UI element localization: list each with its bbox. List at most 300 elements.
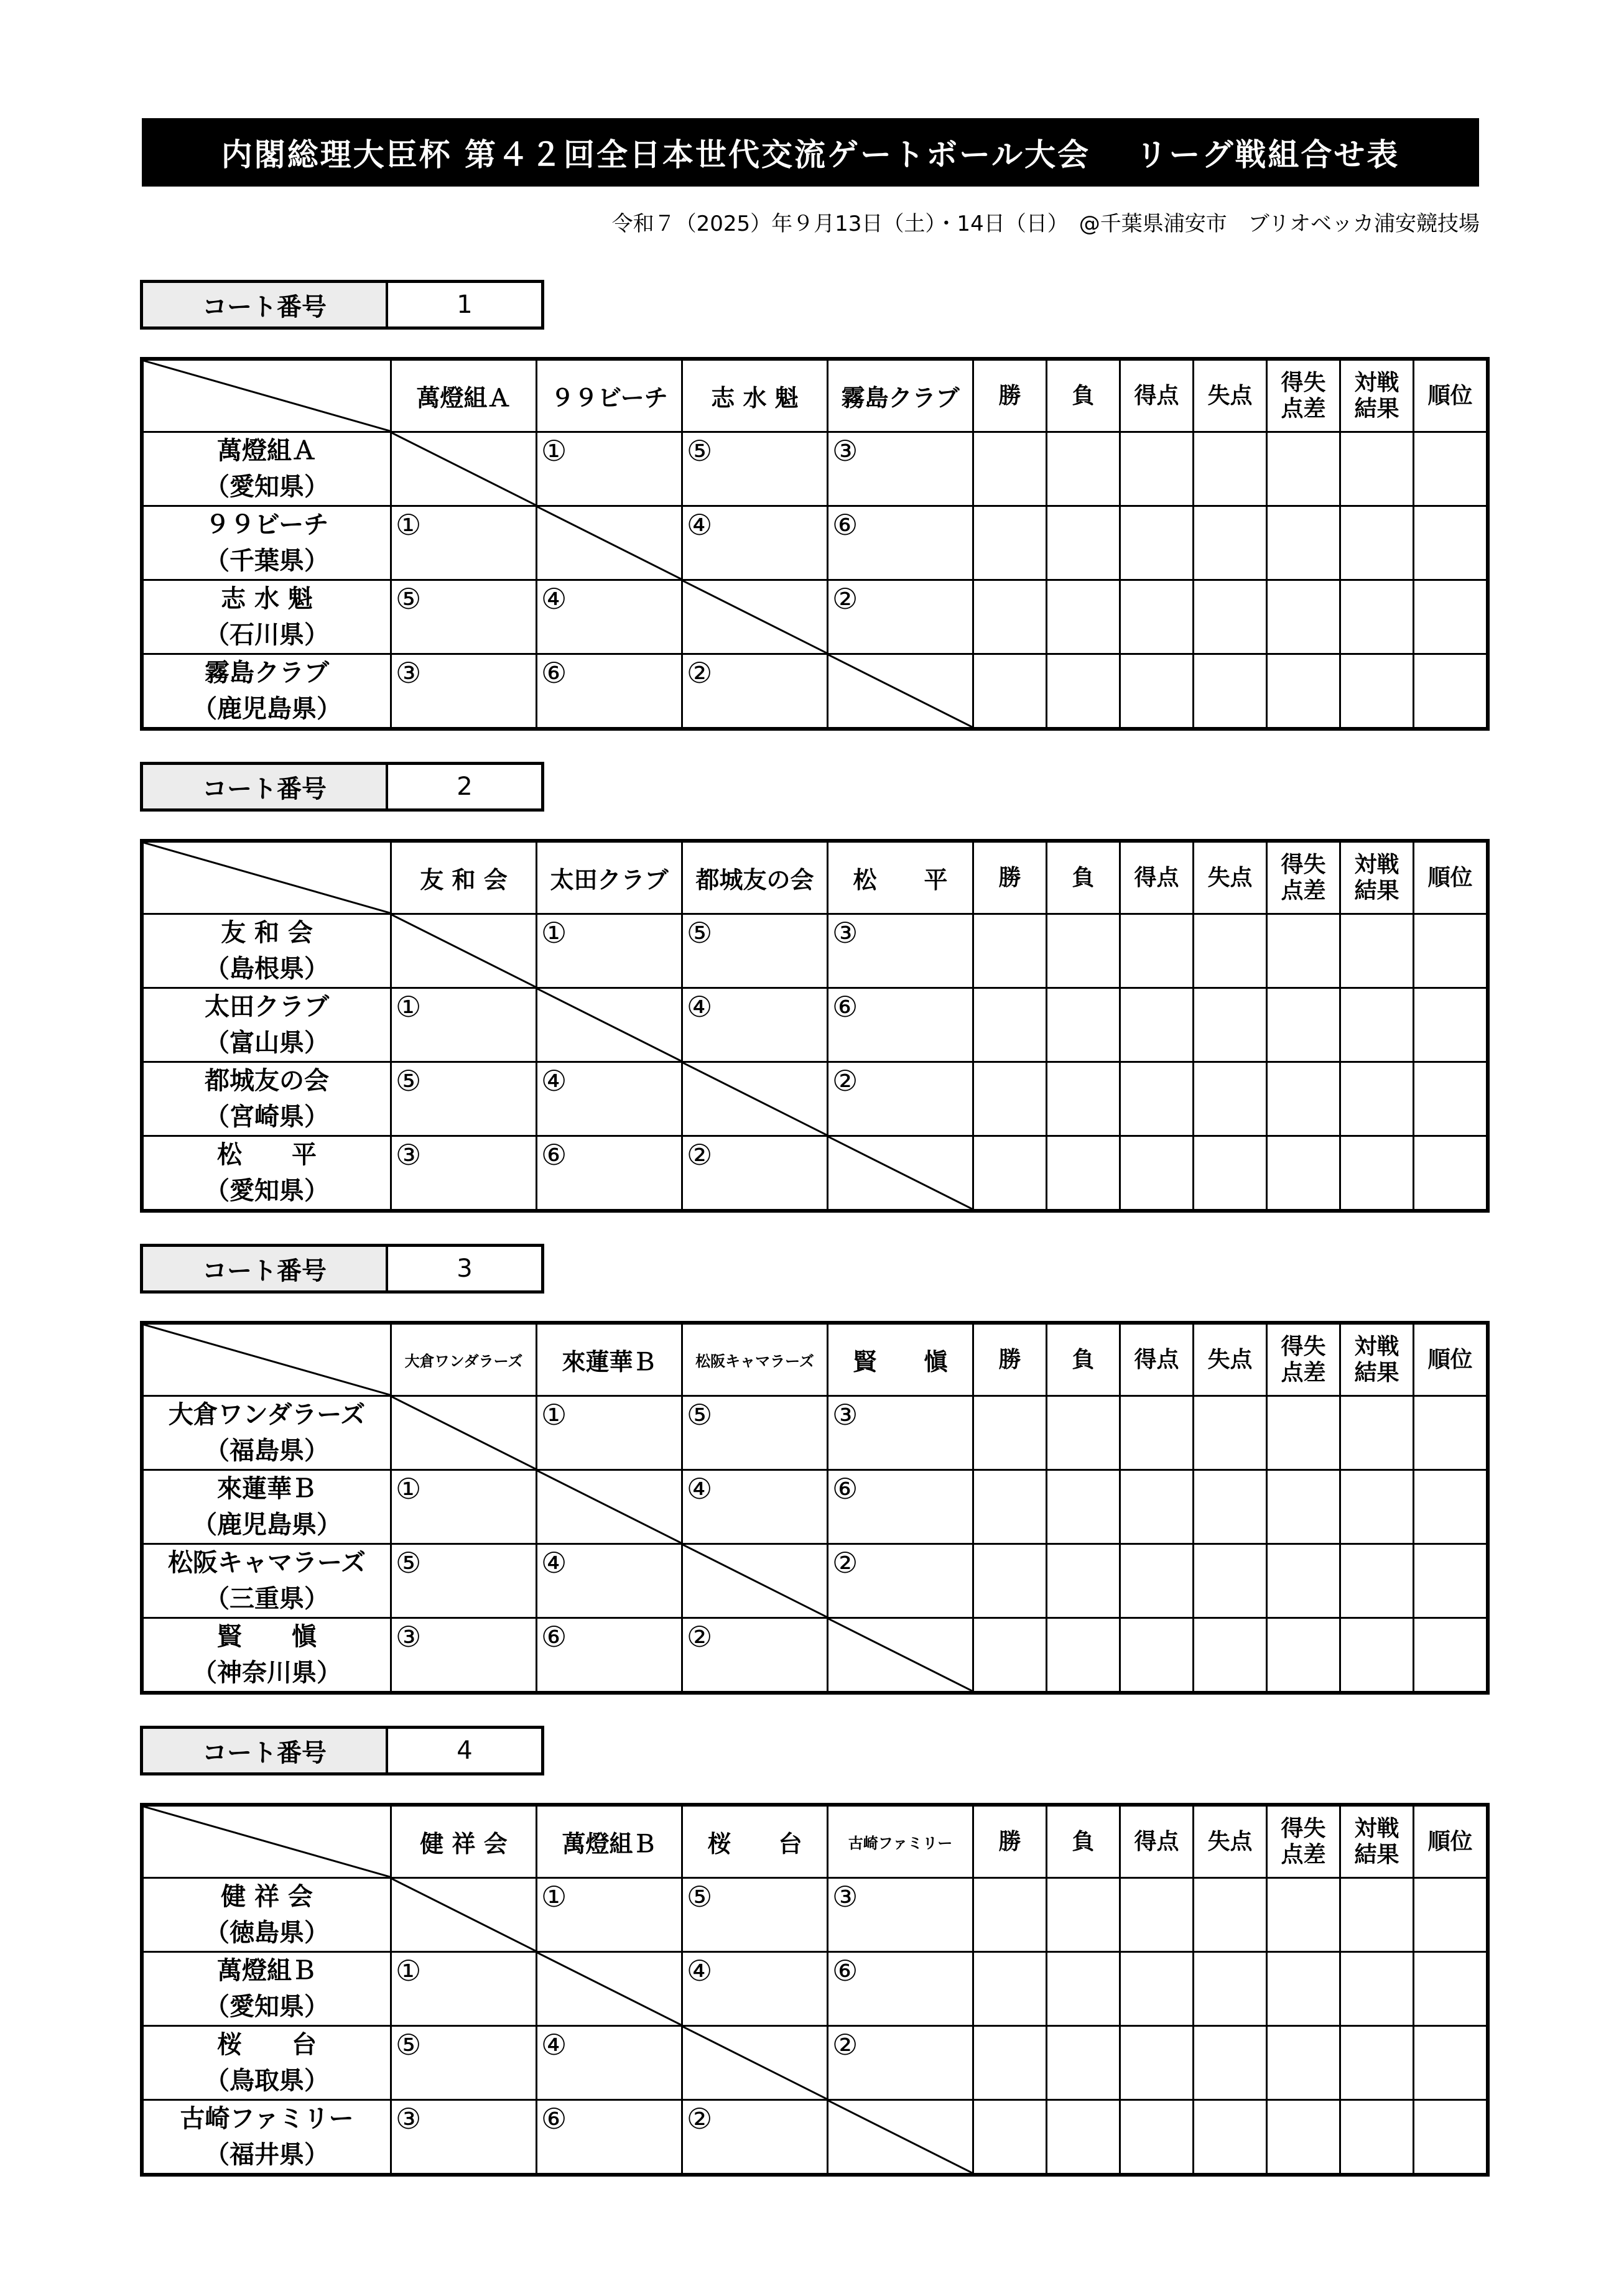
team-name: 健 祥 会 [221,1882,313,1911]
stat-column-header: 勝 [973,1323,1047,1396]
table-row [142,654,1488,729]
match-order-number: ⑥ [832,1954,858,1988]
match-order-cell [391,1618,537,1693]
team-row-header [142,1062,391,1136]
team-row-header [142,1470,391,1544]
match-order-cell [537,1136,682,1211]
opponent-column-header: 志 水 魁 [682,359,828,432]
team-name: 大倉ワンダラーズ [168,1400,366,1429]
stat-cell[interactable] [1414,1136,1488,1211]
table-row [142,2100,1488,2175]
match-order-number: ② [687,1138,713,1172]
match-order-cell [537,2026,682,2100]
stat-cell[interactable] [1120,914,1194,988]
opponent-column-header: 太田クラブ [537,841,682,914]
opponent-column-header: 萬燈組Ｂ [537,1805,682,1878]
stat-cell[interactable] [1414,2026,1488,2100]
team-row-header [142,1396,391,1470]
match-order-cell [391,580,537,654]
team-prefecture: （千葉県） [205,547,329,575]
stat-cell[interactable] [1194,1878,1267,1952]
stat-cell[interactable] [1194,1952,1267,2026]
stat-cell[interactable] [1047,914,1120,988]
stat-cell[interactable] [1120,580,1194,654]
match-order-cell [828,1544,973,1618]
court-number-box [140,1726,544,1775]
stat-cell[interactable] [1194,2026,1267,2100]
match-order-cell [682,1878,828,1952]
match-order-number: ④ [687,508,713,542]
team-prefecture: （宮崎県） [205,1103,329,1131]
team-name: ９９ビーチ [205,511,329,539]
team-name: 都城友の会 [205,1067,329,1095]
stat-cell[interactable] [973,2100,1047,2175]
court-section [140,1244,1480,1695]
stat-cell[interactable] [973,580,1047,654]
stat-cell[interactable] [1047,2100,1120,2175]
self-match-cell [537,506,682,580]
stat-cell[interactable] [1340,1618,1414,1693]
stat-cell[interactable] [1047,1878,1120,1952]
match-order-cell [391,2100,537,2175]
match-order-cell [828,1470,973,1544]
match-order-cell [828,1396,973,1470]
stat-column-header: 得点 [1120,359,1194,432]
match-order-number: ② [832,582,858,616]
stat-cell[interactable] [1047,1618,1120,1693]
stat-cell[interactable] [1047,1544,1120,1618]
stat-column-header: 順位 [1414,1323,1488,1396]
team-name: 古崎ファミリー [180,2104,354,2133]
stat-cell[interactable] [1047,1470,1120,1544]
stat-cell[interactable] [1120,1470,1194,1544]
stat-cell[interactable] [1267,432,1340,506]
stat-cell[interactable] [1340,1470,1414,1544]
match-order-cell [828,1062,973,1136]
team-prefecture: （鳥取県） [205,2067,329,2095]
stat-cell[interactable] [1414,1396,1488,1470]
team-row-header [142,914,391,988]
table-row [142,914,1488,988]
match-order-cell [537,1618,682,1693]
match-order-cell [391,1952,537,2026]
opponent-column-header: 霧島クラブ [828,359,973,432]
stat-cell[interactable] [1194,580,1267,654]
match-order-cell [682,654,828,729]
match-order-cell [391,506,537,580]
stat-column-header: 失点 [1194,1805,1267,1878]
match-order-cell [537,432,682,506]
stat-cell[interactable] [973,654,1047,729]
stat-cell[interactable] [1194,1618,1267,1693]
table-row [142,1136,1488,1211]
match-order-number: ⑥ [541,1138,567,1172]
stat-cell[interactable] [1120,432,1194,506]
stat-cell[interactable] [1120,1062,1194,1136]
stat-column-header: 得失 点差 [1267,359,1340,432]
match-order-cell [682,1396,828,1470]
self-match-cell [391,1878,537,1952]
self-match-cell [391,914,537,988]
team-row-header [142,2100,391,2175]
stat-cell[interactable] [1414,1618,1488,1693]
stat-cell[interactable] [1414,654,1488,729]
opponent-column-header: ９９ビーチ [537,359,682,432]
stat-cell[interactable] [1120,2026,1194,2100]
match-order-number: ④ [541,2028,567,2062]
match-order-cell [537,654,682,729]
match-order-number: ③ [832,434,858,468]
match-order-number: ③ [396,1620,422,1654]
team-name: 志 水 魁 [221,585,313,613]
stat-column-header: 得失 点差 [1267,1323,1340,1396]
stat-cell[interactable] [1194,2100,1267,2175]
match-order-number: ② [832,1064,858,1098]
opponent-column-header: 健 祥 会 [391,1805,537,1878]
stat-column-header: 失点 [1194,1323,1267,1396]
match-order-number: ① [541,434,567,468]
stat-cell[interactable] [1120,1136,1194,1211]
court-section [140,1726,1480,2177]
stat-cell[interactable] [1267,1470,1340,1544]
team-row-header [142,432,391,506]
stat-cell[interactable] [1047,2026,1120,2100]
match-order-number: ④ [541,1064,567,1098]
stat-cell[interactable] [1340,1136,1414,1211]
team-prefecture: （神奈川県） [192,1659,341,1687]
match-order-cell [682,2100,828,2175]
table-row [142,988,1488,1062]
opponent-column-header: 賢 愼 [828,1323,973,1396]
match-order-number: ④ [541,1546,567,1580]
stat-cell[interactable] [1340,580,1414,654]
match-order-number: ④ [687,990,713,1024]
match-order-number: ⑤ [396,582,422,616]
match-order-cell [682,988,828,1062]
stat-cell[interactable] [1047,1062,1120,1136]
stat-cell[interactable] [1267,2026,1340,2100]
match-order-cell [828,506,973,580]
match-order-cell [828,580,973,654]
court-number-value: 4 [457,1736,473,1765]
stat-cell[interactable] [973,1062,1047,1136]
match-order-number: ② [832,2028,858,2062]
team-prefecture: （三重県） [205,1585,329,1613]
league-table [140,1803,1490,2177]
stat-cell[interactable] [973,1136,1047,1211]
match-order-number: ① [541,1880,567,1914]
event-date-venue: 令和７（2025）年９月13日（土）・14日（日） @千葉県浦安市 ブリオベッカ浦安競技場 [611,211,1480,236]
corner-cell [142,841,391,914]
stat-cell[interactable] [1120,1544,1194,1618]
opponent-column-header: 桜 台 [682,1805,828,1878]
stat-cell[interactable] [1047,432,1120,506]
stat-cell[interactable] [973,506,1047,580]
stat-cell[interactable] [1267,1544,1340,1618]
court-section [140,280,1480,731]
match-order-number: ① [396,1472,422,1506]
stat-cell[interactable] [1120,1952,1194,2026]
match-order-cell [391,1544,537,1618]
stat-column-header: 負 [1047,1805,1120,1878]
stat-cell[interactable] [1194,432,1267,506]
stat-cell[interactable] [1120,2100,1194,2175]
stat-cell[interactable] [1267,2100,1340,2175]
stat-cell[interactable] [973,1396,1047,1470]
self-match-cell [828,654,973,729]
table-header-row [142,1805,1488,1878]
stat-cell[interactable] [1194,506,1267,580]
stat-cell[interactable] [1267,1618,1340,1693]
team-row-header [142,1952,391,2026]
corner-cell [142,1805,391,1878]
match-order-cell [391,1136,537,1211]
stat-cell[interactable] [1047,506,1120,580]
self-match-cell [682,2026,828,2100]
match-order-cell [537,1396,682,1470]
stat-cell[interactable] [1414,1470,1488,1544]
team-name: 賢 愼 [217,1622,317,1651]
team-row-header [142,1618,391,1693]
table-row [142,580,1488,654]
match-order-number: ③ [832,916,858,950]
match-order-number: ④ [687,1472,713,1506]
stat-cell[interactable] [1267,1062,1340,1136]
stat-cell[interactable] [973,432,1047,506]
stat-cell[interactable] [1194,1470,1267,1544]
stat-cell[interactable] [1267,1878,1340,1952]
corner-cell [142,359,391,432]
stat-cell[interactable] [1340,1396,1414,1470]
stat-cell[interactable] [1194,1062,1267,1136]
stat-column-header: 得点 [1120,1805,1194,1878]
stat-cell[interactable] [1194,1544,1267,1618]
stat-cell[interactable] [1194,914,1267,988]
stat-cell[interactable] [1267,654,1340,729]
stat-cell[interactable] [973,2026,1047,2100]
team-name: 萬燈組Ｂ [217,1956,317,1985]
table-row [142,1878,1488,1952]
table-row [142,1544,1488,1618]
stat-cell[interactable] [1340,432,1414,506]
match-order-number: ⑤ [687,434,713,468]
stat-column-header: 負 [1047,1323,1120,1396]
table-row [142,1396,1488,1470]
self-match-cell [537,1952,682,2026]
team-prefecture: （鹿児島県） [192,695,341,723]
page-title: 内閣総理大臣杯 第４２回全日本世代交流ゲートボール大会 リーグ戦組合せ表 [142,118,1479,187]
match-order-number: ⑥ [541,2102,567,2136]
court-number-value: 3 [457,1254,473,1283]
match-order-number: ③ [396,656,422,690]
match-order-cell [682,1618,828,1693]
team-prefecture: （愛知県） [205,473,329,501]
stat-cell[interactable] [973,1878,1047,1952]
stat-cell[interactable] [1267,1952,1340,2026]
match-order-number: ① [541,916,567,950]
stat-column-header: 対戦 結果 [1340,1805,1414,1878]
team-prefecture: （福井県） [205,2141,329,2169]
stat-cell[interactable] [1414,1062,1488,1136]
stat-cell[interactable] [1340,988,1414,1062]
match-order-number: ⑤ [687,1398,713,1432]
stat-cell[interactable] [973,988,1047,1062]
team-name: 松 平 [217,1141,317,1169]
stat-cell[interactable] [1194,1136,1267,1211]
team-prefecture: （徳島県） [205,1919,329,1947]
court-number-label: コート番号 [143,283,388,326]
opponent-column-header: 古崎ファミリー [828,1805,973,1878]
team-prefecture: （鹿児島県） [192,1511,341,1539]
table-row [142,1952,1488,2026]
match-order-number: ⑤ [396,1546,422,1580]
stat-cell[interactable] [1340,1878,1414,1952]
self-match-cell [828,1618,973,1693]
table-header-row [142,359,1488,432]
stat-cell[interactable] [1120,506,1194,580]
match-order-number: ③ [396,2102,422,2136]
self-match-cell [828,1136,973,1211]
match-order-cell [537,580,682,654]
court-number-box [140,280,544,330]
match-order-cell [828,914,973,988]
stat-cell[interactable] [1047,1136,1120,1211]
team-name: 萬燈組Ａ [217,437,317,465]
stat-cell[interactable] [1414,1878,1488,1952]
match-order-cell [828,988,973,1062]
match-order-number: ⑥ [832,990,858,1024]
team-row-header [142,2026,391,2100]
stat-cell[interactable] [1267,1396,1340,1470]
match-order-number: ⑥ [541,656,567,690]
league-table [140,1321,1490,1695]
stat-cell[interactable] [1047,654,1120,729]
team-name: 霧島クラブ [205,659,329,687]
stat-column-header: 得点 [1120,841,1194,914]
stat-cell[interactable] [1414,432,1488,506]
stat-cell[interactable] [1194,988,1267,1062]
court-number-box [140,762,544,812]
court-number-value: 2 [457,772,473,801]
opponent-column-header: 萬燈組Ａ [391,359,537,432]
team-prefecture: （福島県） [205,1437,329,1465]
team-row-header [142,1544,391,1618]
opponent-column-header: 來蓮華Ｂ [537,1323,682,1396]
stat-column-header: 失点 [1194,359,1267,432]
stat-cell[interactable] [1047,988,1120,1062]
table-row [142,1470,1488,1544]
self-match-cell [537,988,682,1062]
team-name: 松阪キャマラーズ [168,1548,366,1577]
stat-column-header: 負 [1047,841,1120,914]
self-match-cell [682,1544,828,1618]
match-order-number: ③ [832,1398,858,1432]
match-order-number: ③ [832,1880,858,1914]
match-order-cell [682,1470,828,1544]
match-order-cell [391,988,537,1062]
court-number-label: コート番号 [143,1247,388,1290]
match-order-cell [682,432,828,506]
stat-cell[interactable] [1267,1136,1340,1211]
table-header-row [142,1323,1488,1396]
team-row-header [142,654,391,729]
stat-cell[interactable] [1340,1544,1414,1618]
stat-column-header: 得失 点差 [1267,841,1340,914]
stat-cell[interactable] [1340,914,1414,988]
stat-cell[interactable] [1267,580,1340,654]
stat-cell[interactable] [1047,580,1120,654]
stat-cell[interactable] [1047,1396,1120,1470]
match-order-number: ⑥ [832,508,858,542]
match-order-cell [391,1470,537,1544]
stat-cell[interactable] [1340,2100,1414,2175]
league-table [140,839,1490,1213]
stat-cell[interactable] [973,1952,1047,2026]
stat-cell[interactable] [973,1618,1047,1693]
stat-cell[interactable] [1340,1062,1414,1136]
stat-cell[interactable] [1194,654,1267,729]
stat-cell[interactable] [1267,506,1340,580]
stat-cell[interactable] [1267,914,1340,988]
team-row-header [142,988,391,1062]
match-order-cell [537,914,682,988]
stat-cell[interactable] [1120,654,1194,729]
stat-cell[interactable] [1340,1952,1414,2026]
stat-cell[interactable] [1414,1544,1488,1618]
team-prefecture: （愛知県） [205,1993,329,2021]
stat-column-header: 得点 [1120,1323,1194,1396]
stat-cell[interactable] [1267,988,1340,1062]
team-prefecture: （愛知県） [205,1177,329,1205]
stat-cell[interactable] [973,914,1047,988]
stat-cell[interactable] [1340,506,1414,580]
stat-cell[interactable] [1414,506,1488,580]
stat-cell[interactable] [1414,2100,1488,2175]
stat-cell[interactable] [1414,1952,1488,2026]
match-order-number: ② [687,656,713,690]
self-match-cell [537,1470,682,1544]
stat-cell[interactable] [1120,1618,1194,1693]
match-order-number: ① [396,1954,422,1988]
stat-cell[interactable] [1120,1396,1194,1470]
court-number-value: 1 [457,290,473,319]
stat-cell[interactable] [973,1544,1047,1618]
match-order-number: ⑤ [396,1064,422,1098]
match-order-number: ① [396,990,422,1024]
team-prefecture: （石川県） [205,621,329,649]
stat-cell[interactable] [1414,580,1488,654]
opponent-column-header: 松阪キャマラーズ [682,1323,828,1396]
stat-cell[interactable] [1340,2026,1414,2100]
stat-cell[interactable] [1047,1952,1120,2026]
table-row [142,1062,1488,1136]
stat-cell[interactable] [1120,988,1194,1062]
stat-cell[interactable] [1120,1878,1194,1952]
stat-cell[interactable] [1340,654,1414,729]
stat-column-header: 順位 [1414,359,1488,432]
stat-cell[interactable] [1414,988,1488,1062]
self-match-cell [828,2100,973,2175]
stat-cell[interactable] [973,1470,1047,1544]
stat-cell[interactable] [1194,1396,1267,1470]
match-order-number: ⑤ [687,1880,713,1914]
match-order-cell [682,1952,828,2026]
table-row [142,1618,1488,1693]
stat-column-header: 順位 [1414,841,1488,914]
match-order-number: ④ [541,582,567,616]
team-row-header [142,1878,391,1952]
stat-cell[interactable] [1414,914,1488,988]
